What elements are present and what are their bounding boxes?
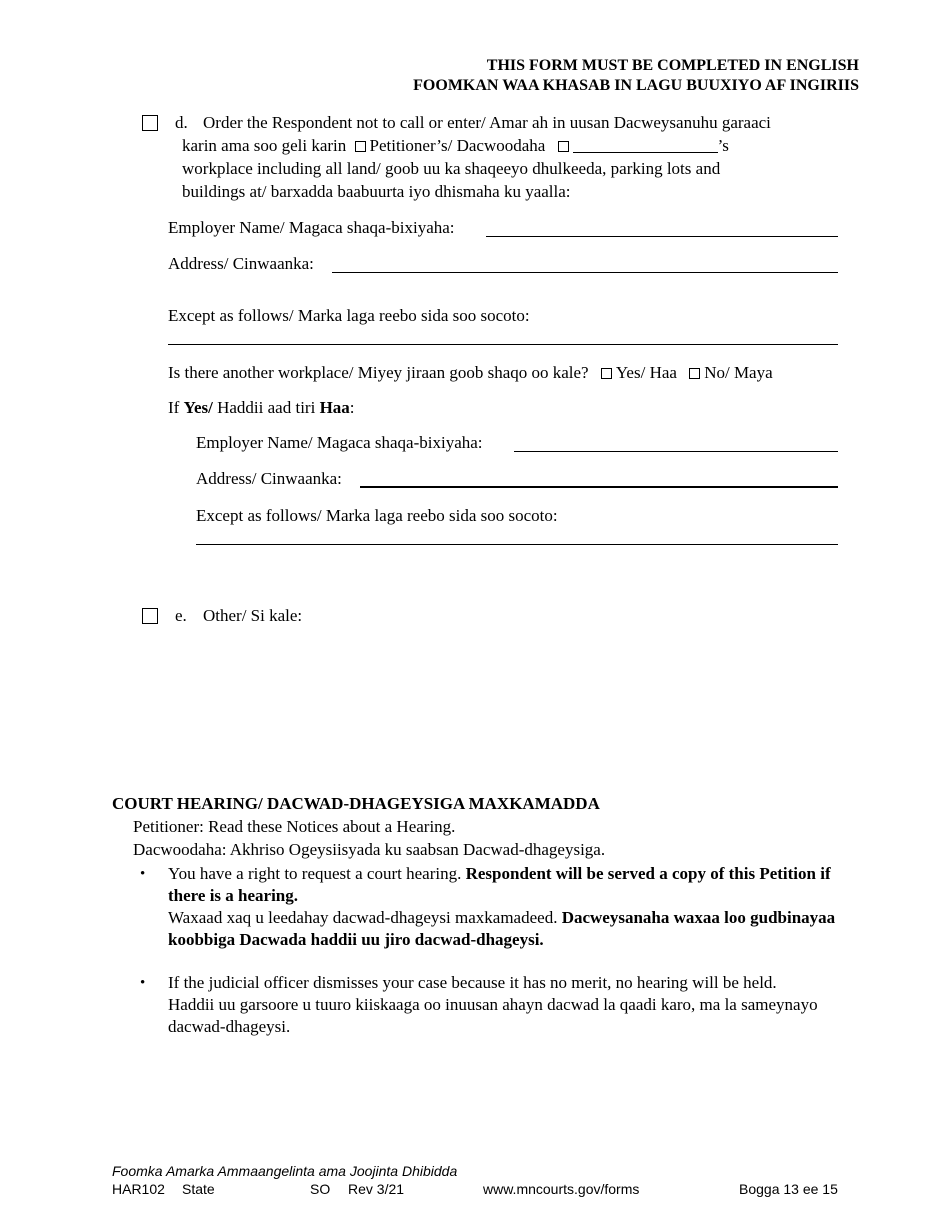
address-label: Address/ Cinwaanka:	[168, 254, 314, 273]
footer-state: State	[182, 1181, 215, 1197]
footer-form-title: Foomka Amarka Ammaangelinta ama Joojinta Dhibidda	[112, 1163, 458, 1179]
footer-form-code: HAR102	[112, 1181, 165, 1197]
yes-option-label: Yes/ Haa	[615, 363, 677, 382]
if-yes-bold: Yes/	[183, 398, 213, 417]
item-d-letter: d.	[175, 113, 188, 132]
header-english-notice: THIS FORM MUST BE COMPLETED IN ENGLISH	[486, 57, 859, 74]
bullet-1-text	[168, 863, 848, 951]
petitioner-option-label: Petitioner’s/ Dacwoodaha	[369, 136, 546, 155]
footer-language: SO	[310, 1181, 331, 1197]
except2-field[interactable]	[196, 544, 838, 545]
petitioner-checkbox[interactable]	[355, 141, 366, 152]
header-somali-notice: FOOMKAN WAA KHASAB IN LAGU BUUXIYO AF INGIRIIS	[413, 77, 859, 94]
another-workplace-question	[168, 363, 773, 383]
if-yes-label	[168, 398, 355, 418]
other-person-name-field[interactable]	[573, 138, 718, 153]
possessive-suffix: ’s	[717, 136, 729, 155]
bullet-1: •	[140, 866, 146, 882]
item-e-letter: e.	[175, 606, 187, 625]
if-middle: Haddii aad tiri	[217, 398, 316, 417]
item-d-line1: Order the Respondent not to call or enter/ Amar ah in uusan Dacweysanuhu garaaci	[203, 113, 771, 132]
yes-checkbox[interactable]	[601, 368, 612, 379]
bullet-2-so: Haddii uu garsoore u tuuro kiiskaaga oo inuusan ahayn dacwad la qaadi karo, ma la sameynayo dacwad-dhageysi.	[168, 995, 818, 1036]
footer-revision: Rev 3/21	[348, 1181, 405, 1197]
if-prefix: If	[168, 398, 180, 417]
item-d-line2	[182, 136, 729, 156]
bullet-2: •	[140, 975, 146, 991]
bullet-1-en-bold: Respondent will be served a copy of this Petition if there is a hearing.	[168, 864, 831, 905]
address2-field[interactable]	[360, 486, 838, 488]
no-option-label: No/ Maya	[704, 363, 773, 382]
except2-label: Except as follows/ Marka laga reebo sida soo socoto:	[196, 506, 558, 525]
employer2-name-field[interactable]	[514, 451, 838, 452]
no-checkbox[interactable]	[689, 368, 700, 379]
employer-name-field[interactable]	[486, 236, 838, 237]
item-e-checkbox[interactable]	[142, 608, 158, 624]
item-e-label: Other/ Si kale:	[203, 606, 303, 625]
employer-name-label: Employer Name/ Magaca shaqa-bixiyaha:	[168, 218, 455, 237]
item-d-line4: buildings at/ barxadda baabuurta iyo dhismaha ku yaalla:	[182, 182, 571, 201]
footer-page-number: Bogga 13 ee 15	[739, 1181, 838, 1197]
court-hearing-intro-so: Dacwoodaha: Akhriso Ogeysiisyada ku saabsan Dacwad-dhageysiga.	[133, 840, 606, 859]
item-d-line3: workplace including all land/ goob uu ka shaqeeyo dhulkeeda, parking lots and	[182, 159, 721, 178]
court-hearing-intro-en: Petitioner: Read these Notices about a Hearing.	[133, 817, 456, 836]
address2-label: Address/ Cinwaanka:	[196, 469, 342, 488]
bullet-1-so: Waxaad xaq u leedahay dacwad-dhageysi maxkamadeed.	[168, 908, 562, 927]
address-field[interactable]	[332, 272, 838, 273]
other-person-checkbox[interactable]	[558, 141, 569, 152]
bullet-1-en: You have a right to request a court hearing.	[168, 864, 466, 883]
if-haa-bold: Haa	[319, 398, 350, 417]
item-d-checkbox[interactable]	[142, 115, 158, 131]
court-hearing-title: COURT HEARING/ DACWAD-DHAGEYSIGA MAXKAMADDA	[112, 794, 600, 813]
footer-url[interactable]: www.mncourts.gov/forms	[483, 1181, 640, 1197]
bullet-2-en: If the judicial officer dismisses your case because it has no merit, no hearing will be held.	[168, 973, 777, 992]
another-workplace-text: Is there another workplace/ Miyey jiraan goob shaqo oo kale?	[168, 363, 589, 382]
bullet-2-text	[168, 972, 848, 1038]
except-field[interactable]	[168, 344, 838, 345]
if-colon: :	[349, 398, 355, 417]
item-d-line2-prefix: karin ama soo geli karin	[182, 136, 347, 155]
employer2-name-label: Employer Name/ Magaca shaqa-bixiyaha:	[196, 433, 483, 452]
bullet-1-so-bold: Dacweysanaha waxaa loo gudbinayaa koobbiga Dacwada haddii uu jiro dacwad-dhageysi.	[168, 908, 836, 949]
except-label: Except as follows/ Marka laga reebo sida soo socoto:	[168, 306, 530, 325]
